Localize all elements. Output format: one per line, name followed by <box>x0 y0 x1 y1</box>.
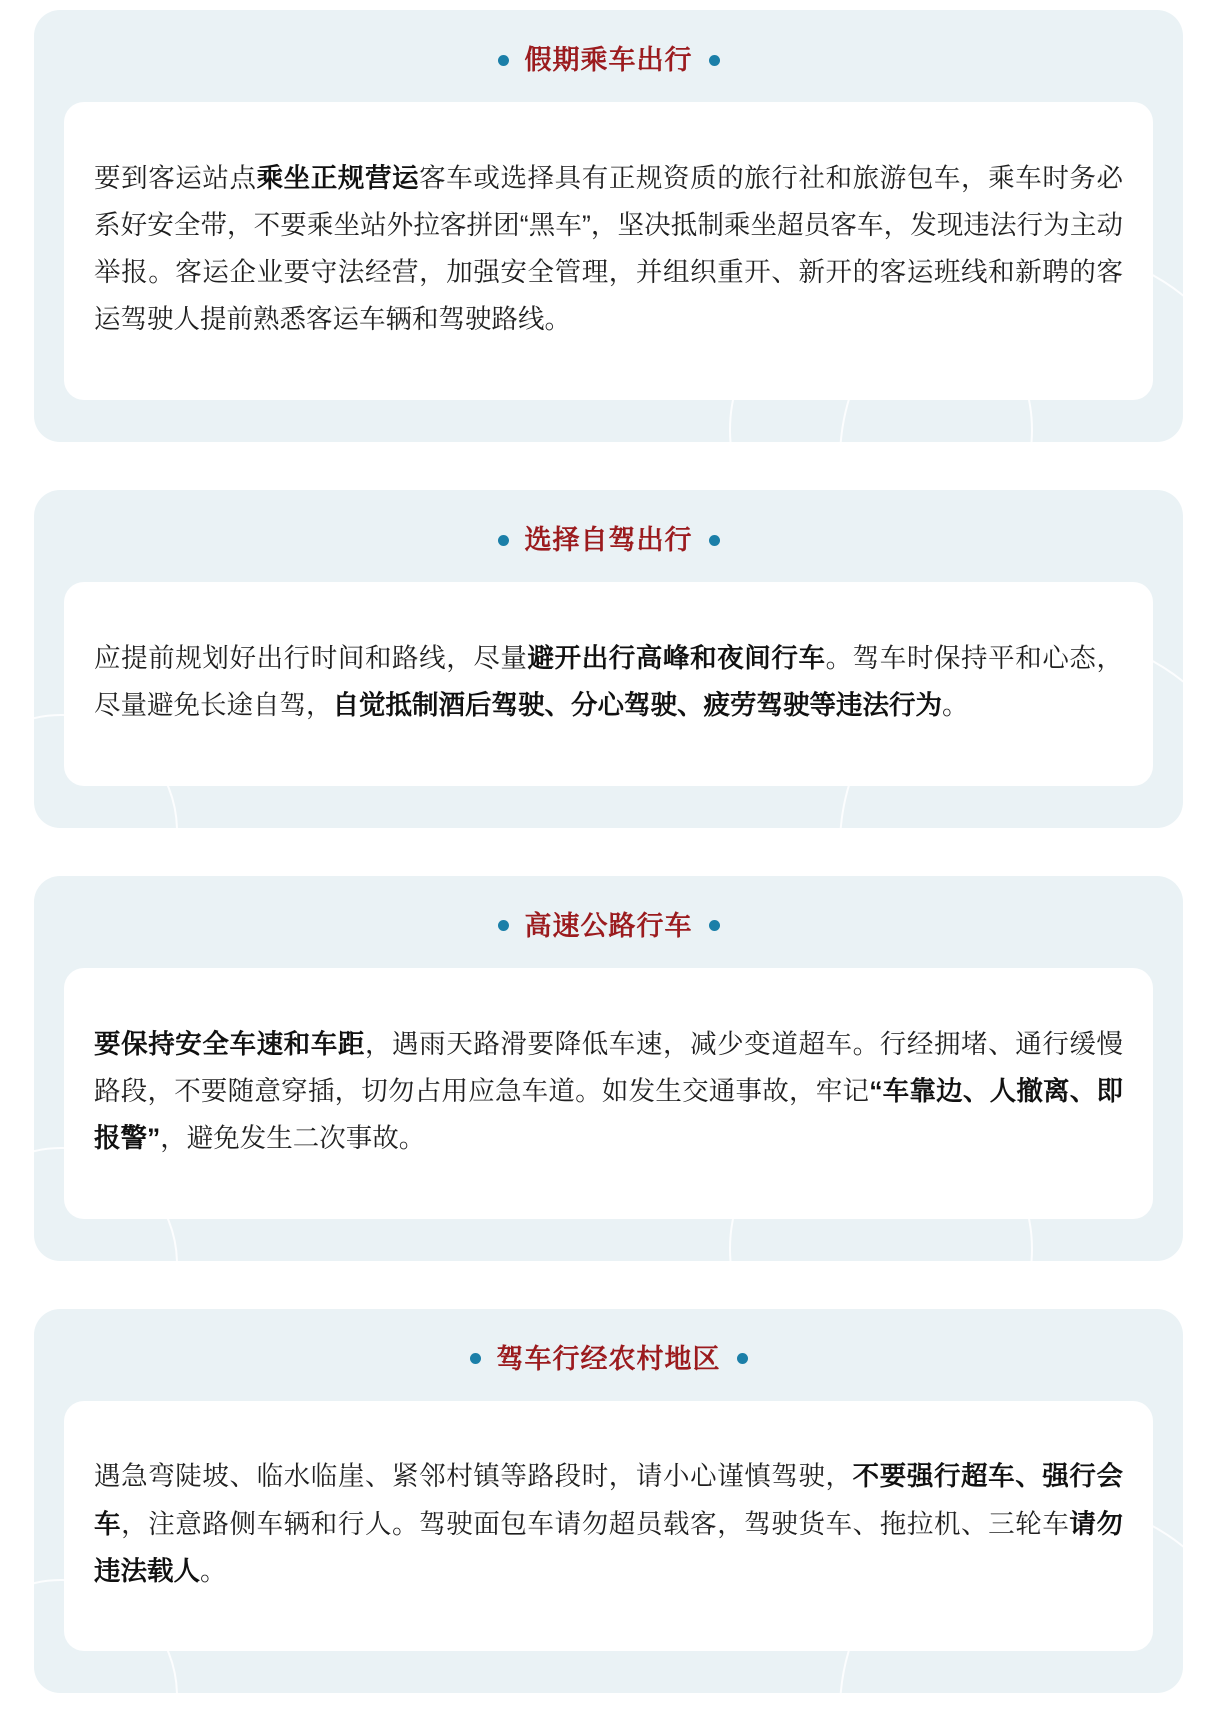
section-header <box>64 44 1153 76</box>
section-header <box>64 910 1153 942</box>
section-paragraph: 应提前规划好出行时间和路线，尽量避开出行高峰和夜间行车。驾车时保持平和心态，尽量避免长途自驾，自觉抵制酒后驾驶、分心驾驶、疲劳驾驶等违法行为。 <box>94 642 1124 721</box>
section-title: 高速公路行车 <box>524 910 693 941</box>
section-holiday-bus-travel <box>34 10 1183 442</box>
section-body-card <box>64 582 1153 785</box>
section-title: 假期乘车出行 <box>524 45 693 75</box>
bullet-dot-icon <box>498 535 509 546</box>
section-paragraph: 遇急弯陡坡、临水临崖、紧邻村镇等路段时，请小心谨慎驾驶，不要强行超车、强行会车，注意路侧车辆和行人。驾驶面包车请勿超员载客，驾驶货车、拖拉机、三轮车请勿违法载人。 <box>94 1461 1124 1586</box>
bullet-dot-icon <box>709 535 720 546</box>
section-title: 驾车行经农村地区 <box>496 1343 721 1374</box>
bullet-dot-icon <box>498 920 509 931</box>
section-self-driving-travel <box>34 490 1183 828</box>
bullet-dot-icon <box>498 55 509 66</box>
section-header <box>64 524 1153 556</box>
section-rural-area-driving <box>34 1309 1183 1694</box>
section-highway-driving <box>34 876 1183 1261</box>
bullet-dot-icon <box>470 1353 481 1364</box>
section-header <box>64 1343 1153 1375</box>
bullet-dot-icon <box>737 1353 748 1364</box>
section-title: 选择自驾出行 <box>524 525 693 556</box>
section-body-card <box>64 968 1153 1218</box>
section-paragraph: 要到客运站点乘坐正规营运客车或选择具有正规资质的旅行社和旅游包车，乘车时务必系好安全带，不要乘坐站外拉客拼团“黑车”，坚决抵制乘坐超员客车，发现违法行为主动举报。客运企业要守法经营，加强安全管理，并组织重开、新开的客运班线和新聘的客运驾驶人提前熟悉客运车辆和驾驶路线。 <box>94 162 1124 335</box>
bullet-dot-icon <box>709 920 720 931</box>
section-body-card <box>64 1401 1153 1651</box>
section-paragraph: 要保持安全车速和车距，遇雨天路滑要降低车速，减少变道超车。行经拥堵、通行缓慢路段，不要随意穿插，切勿占用应急车道。如发生交通事故，牢记“车靠边、人撤离、即报警”，避免发生二次事故。 <box>94 1028 1124 1153</box>
section-body-card <box>64 102 1153 400</box>
bullet-dot-icon <box>709 55 720 66</box>
